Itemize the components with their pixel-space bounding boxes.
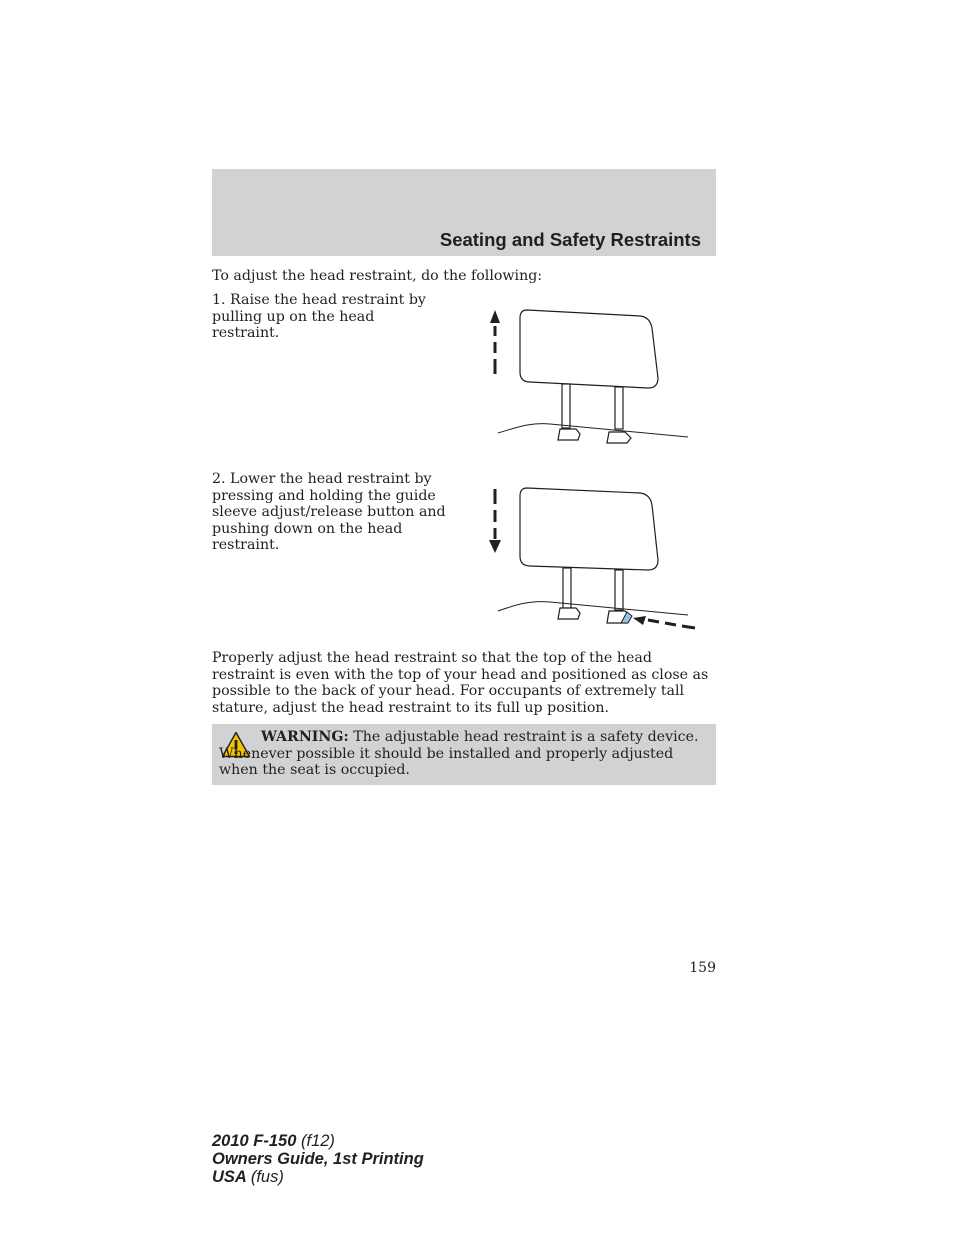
- section-header: [212, 169, 716, 256]
- intro-text: To adjust the head restraint, do the following:: [212, 268, 543, 284]
- page-number: 159: [689, 960, 716, 976]
- warning-text-block: [219, 729, 704, 779]
- step-1-text: 1. Raise the head restraint by pulling up on the head restraint.: [212, 292, 426, 341]
- footer-model-code: (f12): [301, 1132, 335, 1150]
- step-2-text: 2. Lower the head restraint by pressing and holding the guide sleeve adjust/release button and pushing down on the head restraint.: [212, 471, 446, 553]
- button-pointer-arrow-icon: [633, 616, 695, 628]
- lower-head-restraint-illustration: [485, 478, 700, 633]
- footer-model: 2010 F-150: [212, 1132, 297, 1150]
- warning-box: [212, 724, 716, 785]
- warning-label: WARNING:: [261, 729, 349, 745]
- body-paragraph: Properly adjust the head restraint so that the top of the head restraint is even with the top of your head and positioned as close as possible to the back of your head. For occupants of extremely tall stature, adjust the head restraint to its full up position.: [212, 650, 709, 716]
- raise-head-restraint-illustration: [490, 300, 700, 450]
- up-arrow-icon: [490, 310, 500, 374]
- footer-region: USA: [212, 1168, 247, 1186]
- footer-region-code: (fus): [250, 1168, 284, 1186]
- section-title: Seating and Safety Restraints: [439, 229, 701, 250]
- document-footer: [212, 1132, 424, 1186]
- down-arrow-icon: [489, 489, 501, 553]
- footer-guide: Owners Guide, 1st Printing: [212, 1150, 424, 1168]
- warning-message: The adjustable head restraint is a safety device. Whenever possible it should be installed and properly adjusted when the seat is occupied.: [219, 729, 699, 778]
